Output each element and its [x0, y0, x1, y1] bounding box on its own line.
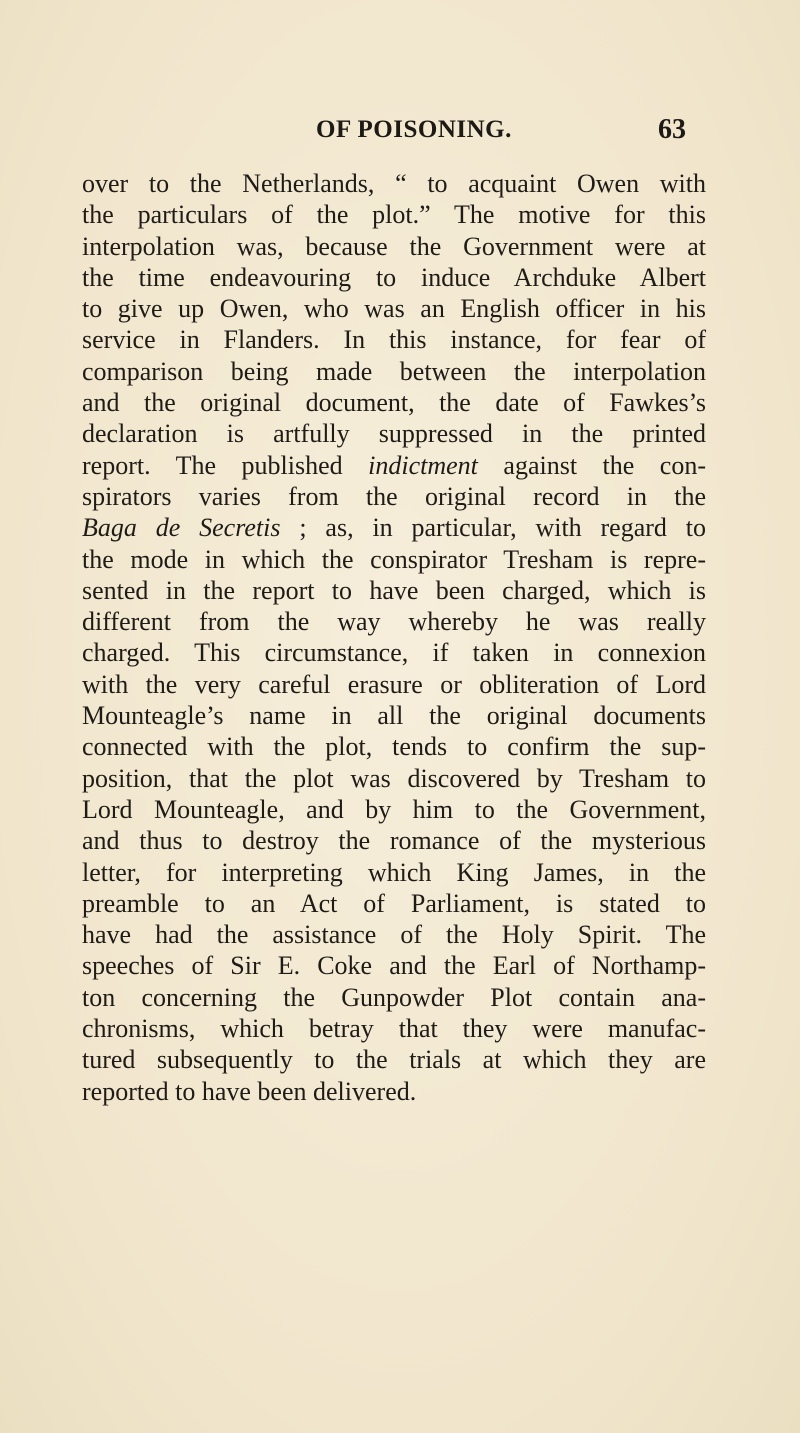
- text-line: letter, for interpreting which King James, in the: [82, 857, 706, 887]
- text-line: comparison being made between the interpolation: [82, 356, 706, 386]
- running-title: OF POISONING.: [316, 116, 512, 143]
- body-paragraph: [82, 168, 706, 1107]
- text-line: declaration is artfully suppressed in the printed: [82, 419, 706, 449]
- text-line: interpolation was, because the Government were at: [82, 231, 706, 261]
- text-line: have had the assistance of the Holy Spirit. The: [82, 920, 706, 950]
- text-line: the particulars of the plot.” The motive for this: [82, 200, 706, 230]
- italic-text: indictment: [368, 450, 478, 480]
- text-line: Mounteagle’s name in all the original documents: [82, 701, 706, 731]
- page-number: 63: [658, 114, 686, 145]
- text-line: preamble to an Act of Parliament, is stated to: [82, 888, 706, 918]
- text-line: report. The published indictment against the con-: [82, 450, 707, 480]
- text-line: reported to have been delivered.: [82, 1076, 417, 1106]
- text-line: and thus to destroy the romance of the mysterious: [82, 826, 706, 856]
- text-line: and the original document, the date of Fawkes’s: [82, 388, 706, 418]
- text-line: Baga de Secretis ; as, in particular, with regard to: [82, 513, 707, 543]
- text-line: tured subsequently to the trials at which they are: [82, 1045, 706, 1075]
- running-header: [0, 116, 800, 156]
- text-line: speeches of Sir E. Coke and the Earl of Northamp-: [82, 951, 706, 981]
- text-line: service in Flanders. In this instance, for fear of: [82, 325, 706, 355]
- text-line: the mode in which the conspirator Tresham is repre-: [82, 544, 706, 574]
- text-line: connected with the plot, tends to confirm the sup-: [82, 732, 706, 762]
- text-line: different from the way whereby he was really: [82, 607, 706, 637]
- text-line: chronisms, which betray that they were manufac-: [82, 1014, 706, 1044]
- text-line: Lord Mounteagle, and by him to the Government,: [82, 794, 706, 824]
- text-line: ton concerning the Gunpowder Plot contain ana-: [82, 982, 706, 1012]
- text-line: position, that the plot was discovered by Tresham to: [82, 763, 706, 793]
- italic-text: Baga de Secretis: [82, 513, 281, 543]
- text-line: to give up Owen, who was an English officer in his: [82, 294, 706, 324]
- text-line: spirators varies from the original record in the: [82, 481, 706, 511]
- text-line: the time endeavouring to induce Archduke Albert: [82, 262, 706, 292]
- text-line: charged. This circumstance, if taken in connexion: [82, 638, 706, 668]
- text-line: over to the Netherlands, “ to acquaint Owen with: [82, 169, 706, 198]
- text-line: with the very careful erasure or obliteration of Lord: [82, 669, 706, 699]
- text-line: sented in the report to have been charged, which is: [82, 575, 706, 605]
